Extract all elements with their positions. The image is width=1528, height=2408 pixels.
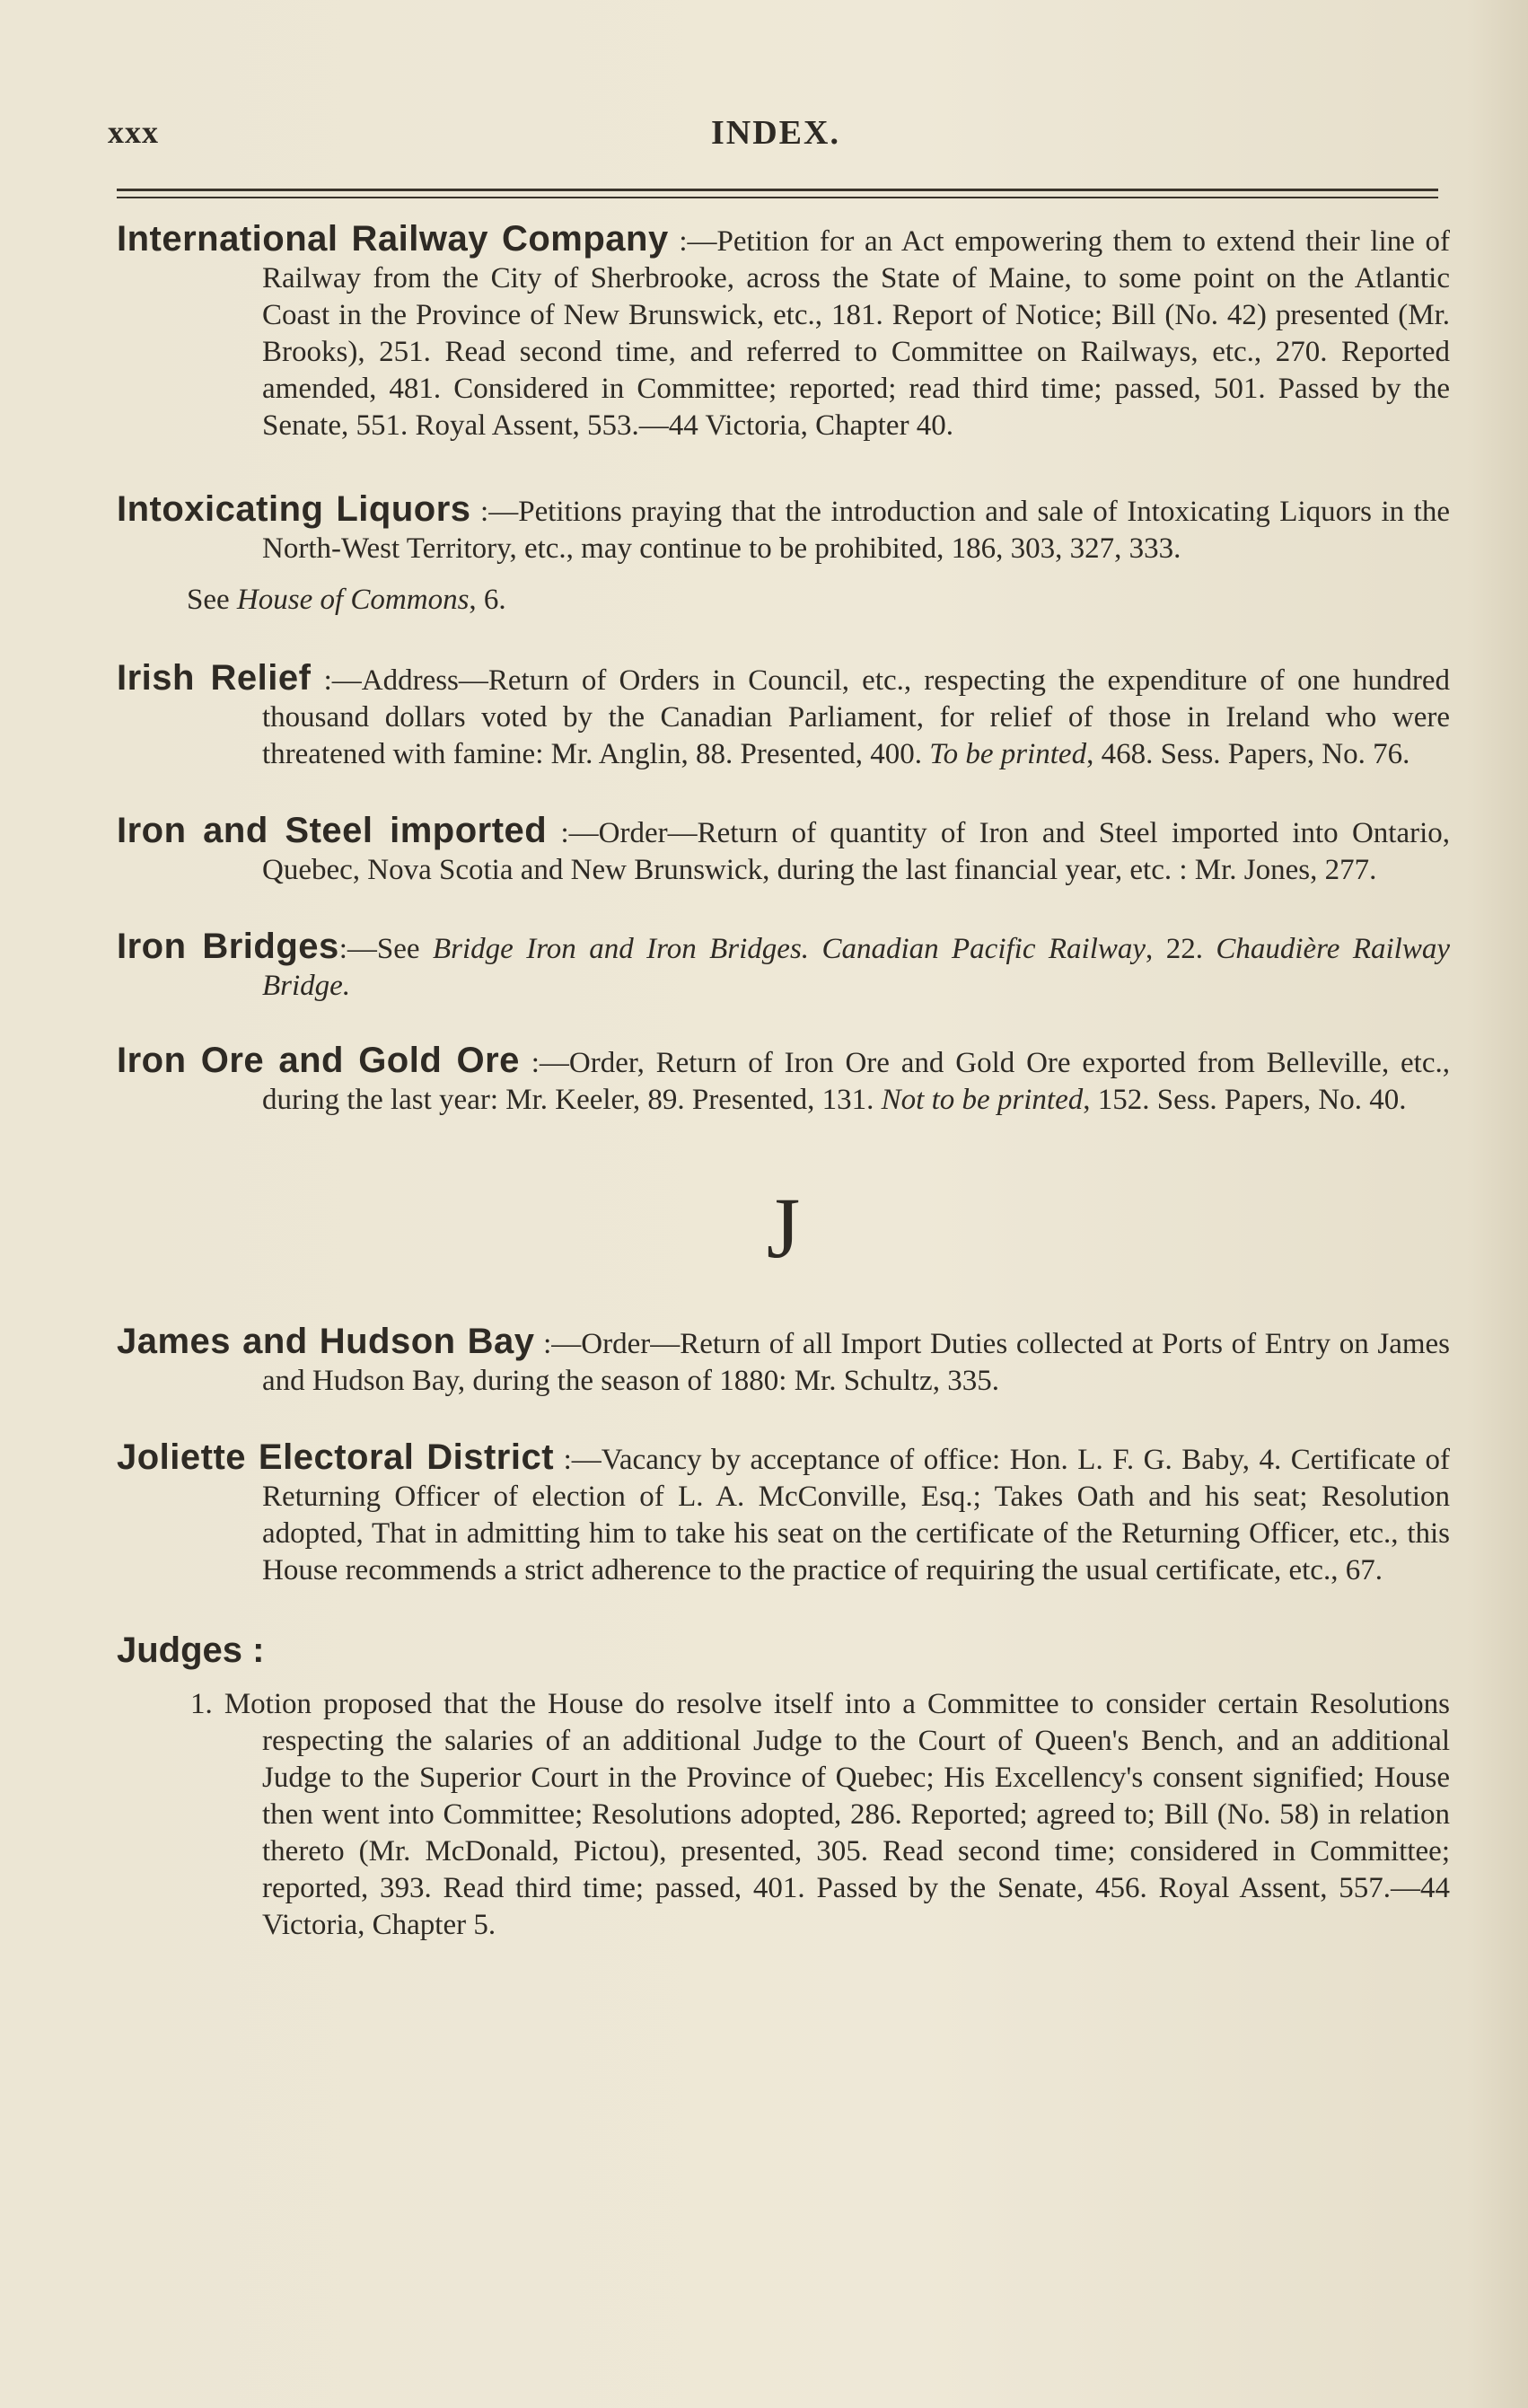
page-number: xxx bbox=[108, 114, 159, 150]
index-entry-iron-steel bbox=[117, 813, 1450, 889]
see-reference-link: House of Commons bbox=[236, 584, 470, 616]
index-entry-iron-bridges bbox=[117, 928, 1450, 1005]
index-entry-iron-ore bbox=[117, 1042, 1450, 1119]
section-letter: J bbox=[766, 1180, 801, 1276]
entry-text: :—Petitions praying that the introduction and sale of Intoxicating Liquors in the North-West Territory, etc., may continue to be prohibited, 186, 303, 327, 333. bbox=[262, 496, 1450, 565]
entry-heading: Judges : bbox=[117, 1630, 265, 1670]
entry-heading: Iron Ore and Gold Ore bbox=[117, 1041, 520, 1080]
index-entry-intoxicating-liquors bbox=[117, 491, 1450, 619]
index-entry-james-hudson-bay bbox=[117, 1323, 1450, 1400]
running-title: INDEX. bbox=[711, 114, 840, 152]
page-header bbox=[108, 113, 1436, 158]
entry-heading: James and Hudson Bay bbox=[117, 1322, 535, 1361]
header-rule-thin bbox=[117, 197, 1438, 198]
entry-text: :—See bbox=[338, 933, 433, 965]
entry-italic: Bridge Iron and Iron Bridges. Canadian Pacific Railway bbox=[432, 933, 1146, 965]
entry-text: :—Vacancy by acceptance of office: Hon. L. F. G. Baby, 4. Certificate of Returning Officer of election of L. A. McConville, Esq.; Takes Oath and his seat; Resolution adopted, That in admitting him to take his seat on the certificate of the Returning Officer, etc., this House recommends a strict adherence to the practice of requiring the usual certificate, etc., 67. bbox=[262, 1444, 1451, 1586]
entry-text: :—Petition for an Act empowering them to extend their line of Railway from the City of Sherbrooke, across the State of Maine, to some point on the Atlantic Coast in the Province of New Brunswick, etc., 181. Report of Notice; Bill (No. 42) presented (Mr. Brooks), 251. Read second time, and referred to Committee on Railways, etc., 270. Reported amended, 481. Considered in Committee; reported; read third time; passed, 501. Passed by the Senate, 551. Royal Assent, 553.—44 Victoria, Chapter 40. bbox=[262, 225, 1450, 442]
entry-heading: International Railway Company bbox=[117, 219, 669, 259]
entry-text: :—Order—Return of all Import Duties collected at Ports of Entry on James and Hudson Bay, during the season of 1880: Mr. Schultz, 335. bbox=[262, 1328, 1450, 1397]
index-entry-irish-relief bbox=[117, 660, 1450, 773]
entry-heading: Iron Bridges bbox=[117, 927, 339, 966]
item-number: 1. bbox=[190, 1688, 213, 1720]
see-reference: See House of Commons, 6. bbox=[187, 584, 506, 616]
entry-text: :—Address—Return of Orders in Council, etc., respecting the expenditure of one hundred thousand dollars voted by the Canadian Parliament, for relief of those in Ireland who were threatened with famine: Mr. Anglin, 88. Presented, 400. bbox=[262, 664, 1451, 770]
index-content bbox=[117, 221, 1450, 1944]
header-rule-thick bbox=[117, 189, 1438, 191]
index-entry-joliette bbox=[117, 1439, 1450, 1589]
entry-text-cont: , 22. bbox=[1146, 933, 1216, 965]
entry-italic: To be printed bbox=[929, 738, 1087, 770]
index-entry-international-railway bbox=[117, 221, 1450, 444]
entry-italic: Not to be printed bbox=[881, 1084, 1084, 1116]
entry-text: :—Order—Return of quantity of Iron and Steel imported into Ontario, Quebec, Nova Scotia and New Brunswick, during the last financial year, etc. : Mr. Jones, 277. bbox=[262, 817, 1450, 886]
item-text: Motion proposed that the House do resolve itself into a Committee to consider certain Resolutions respecting the salaries of an additional Judge to the Court of Queen's Bench, and an additional Judge to the Superior Court in the Province of Quebec; His Excellency's consent signified; House then went into Committee; Resolutions adopted, 286. Reported; agreed to; Bill (No. 58) in relation thereto (Mr. McDonald, Pictou), presented, 305. Read second time; considered in Committee; reported, 393. Read third time; passed, 401. Passed by the Senate, 456. Royal Assent, 557.—44 Victoria, Chapter 5. bbox=[224, 1688, 1451, 1941]
entry-text-cont: , 152. Sess. Papers, No. 40. bbox=[1083, 1084, 1407, 1116]
entry-heading: Intoxicating Liquors bbox=[117, 489, 471, 529]
entry-italic-2: Chaudière Railway Bridge. bbox=[262, 933, 1451, 1002]
numbered-item bbox=[117, 1686, 1450, 1944]
entry-text-cont: , 468. Sess. Papers, No. 76. bbox=[1086, 738, 1410, 770]
entry-heading: Iron and Steel imported bbox=[117, 811, 548, 850]
entry-heading: Joliette Electoral District bbox=[117, 1437, 555, 1477]
entry-text: :—Order, Return of Iron Ore and Gold Ore exported from Belleville, etc., during the last year: Mr. Keeler, 89. Presented, 131. bbox=[262, 1047, 1451, 1116]
entry-heading: Irish Relief bbox=[117, 658, 312, 698]
index-entry-judges bbox=[117, 1629, 1450, 1944]
